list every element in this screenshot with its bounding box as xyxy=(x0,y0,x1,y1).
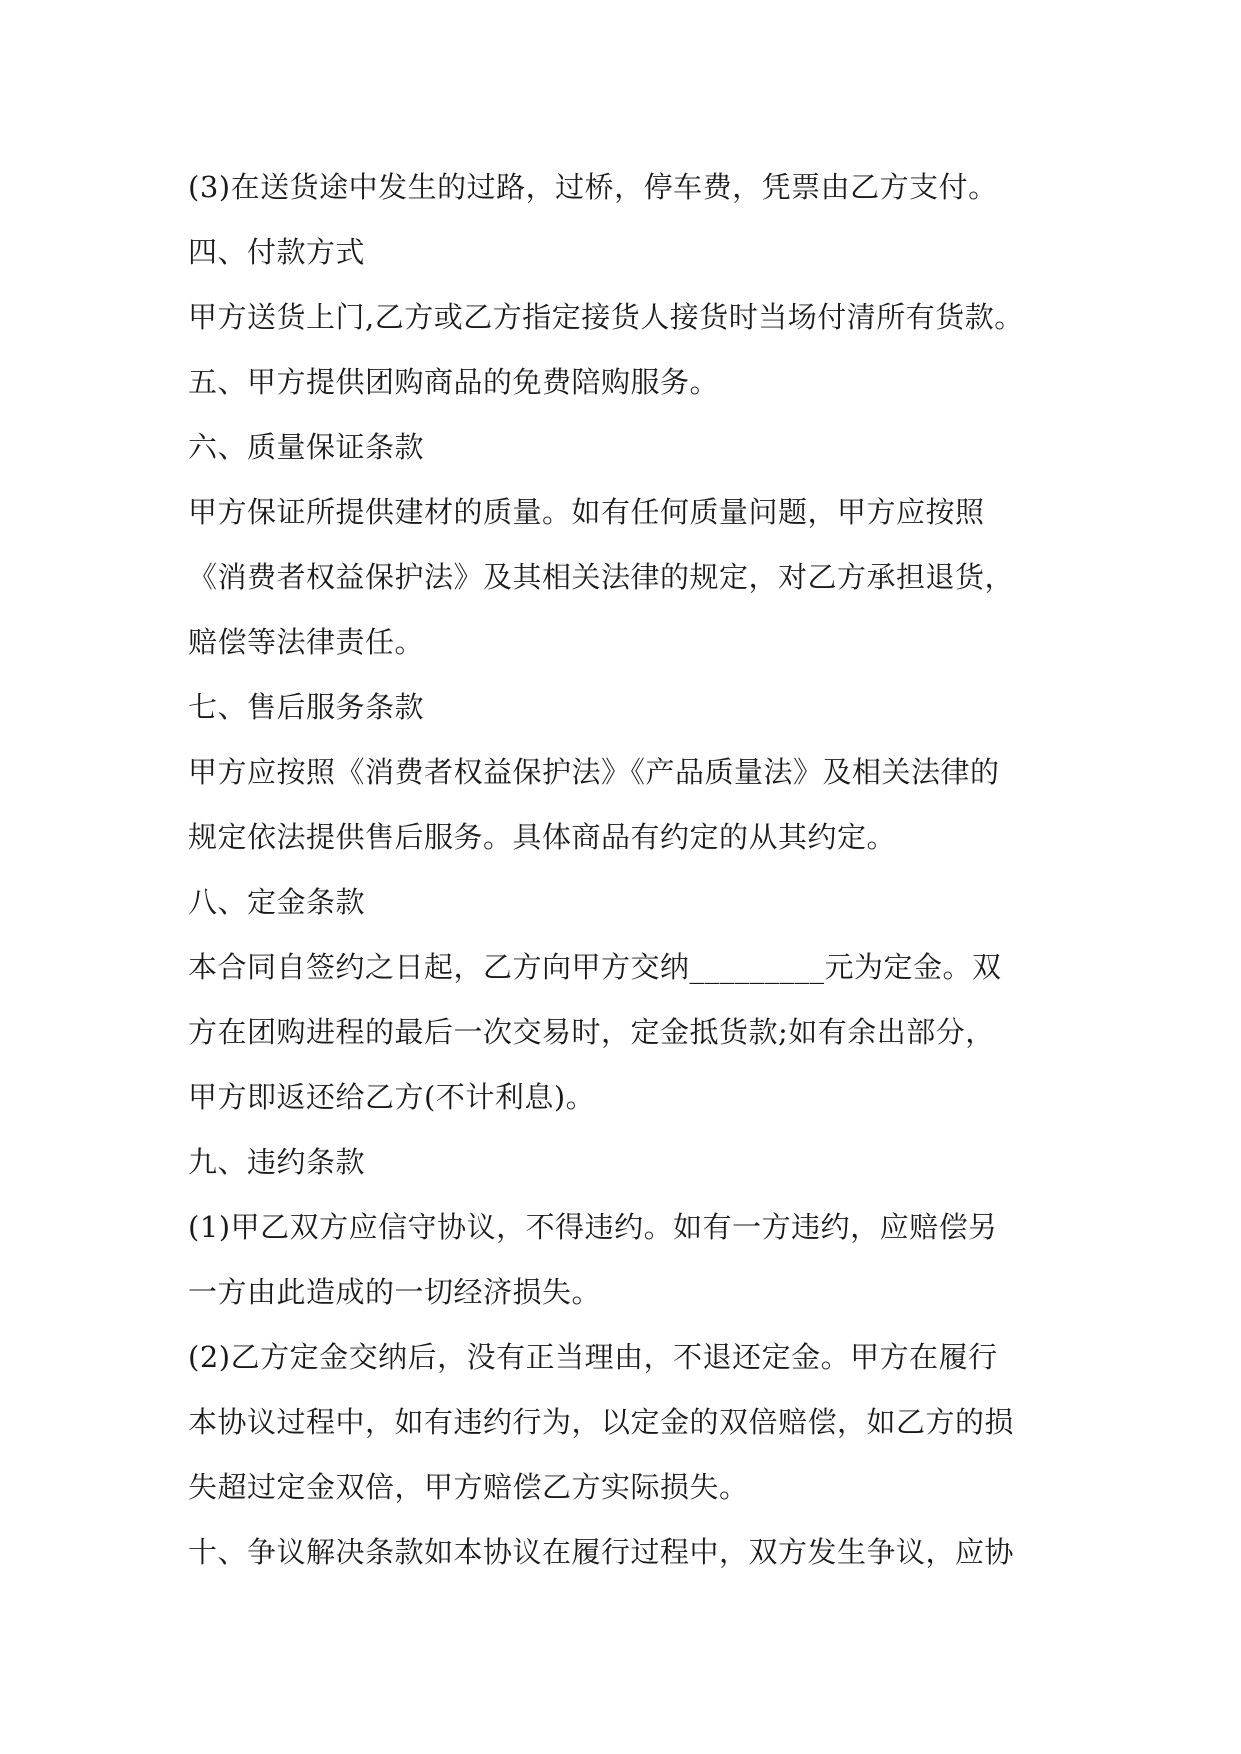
text-line: 失超过定金双倍，甲方赔偿乙方实际损失。 xyxy=(188,1470,749,1504)
section-heading: 六、质量保证条款 xyxy=(188,430,425,464)
text-line: (3)在送货途中发生的过路，过桥，停车费，凭票由乙方支付。 xyxy=(188,170,998,204)
text-line: 本合同自签约之日起，乙方向甲方交纳_________元为定金。双 xyxy=(188,950,1002,984)
section-heading: 十、争议解决条款如本协议在履行过程中，双方发生争议，应协 xyxy=(188,1535,1015,1569)
text-line: 《消费者权益保护法》及其相关法律的规定，对乙方承担退货， xyxy=(188,560,1015,594)
text-line: 规定依法提供售后服务。具体商品有约定的从其约定。 xyxy=(188,820,897,854)
section-heading: 九、违约条款 xyxy=(188,1145,366,1179)
text-line: (2)乙方定金交纳后，没有正当理由，不退还定金。甲方在履行 xyxy=(188,1340,998,1374)
text-line: 甲方保证所提供建材的质量。如有任何质量问题，甲方应按照 xyxy=(188,495,985,529)
text-line: 方在团购进程的最后一次交易时，定金抵货款;如有余出部分， xyxy=(188,1015,995,1049)
text-line: 一方由此造成的一切经济损失。 xyxy=(188,1275,602,1309)
section-heading: 八、定金条款 xyxy=(188,885,366,919)
section-heading: 四、付款方式 xyxy=(188,235,366,269)
text-line: (1)甲乙双方应信守协议，不得违约。如有一方违约，应赔偿另 xyxy=(188,1210,998,1244)
text-line: 甲方送货上门,乙方或乙方指定接货人接货时当场付清所有货款。 xyxy=(188,300,1024,334)
text-line: 本协议过程中，如有违约行为，以定金的双倍赔偿，如乙方的损 xyxy=(188,1405,1015,1439)
text-line: 甲方即返还给乙方(不计利息)。 xyxy=(188,1080,596,1114)
section-heading: 五、甲方提供团购商品的免费陪购服务。 xyxy=(188,365,720,399)
text-line: 赔偿等法律责任。 xyxy=(188,625,425,659)
section-heading: 七、售后服务条款 xyxy=(188,690,425,724)
document-body xyxy=(188,155,1088,1585)
text-line: 甲方应按照《消费者权益保护法》《产品质量法》及相关法律的 xyxy=(188,755,1000,789)
